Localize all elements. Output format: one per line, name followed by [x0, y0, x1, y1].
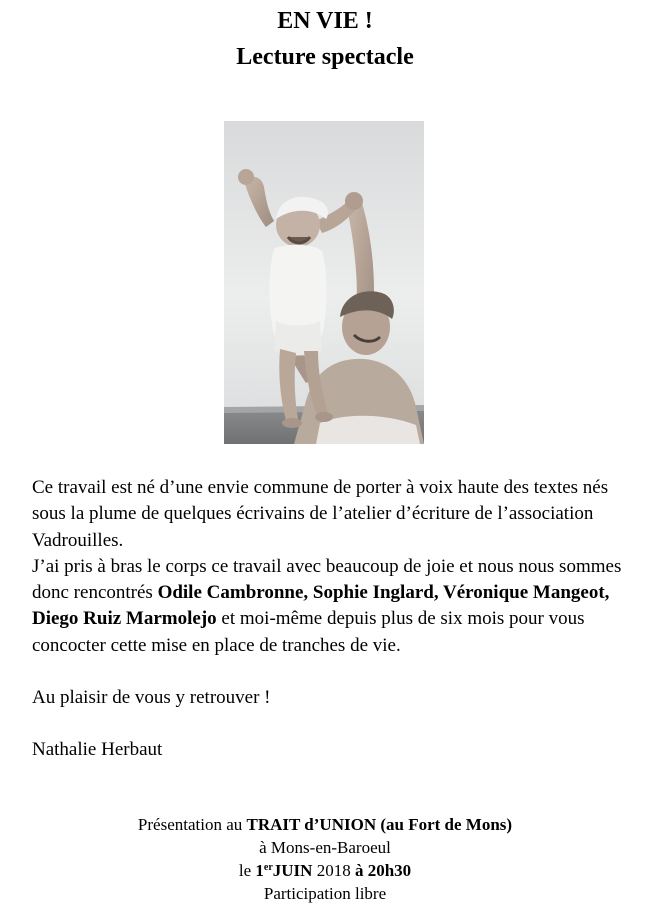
intro-paragraph: Ce travail est né d’une envie commune de porter à voix haute des textes nés sous la plume de quelques écrivains de l’atelier d’écriture de l’association Vadrouilles. — [32, 477, 609, 551]
date-year: 2018 — [312, 861, 355, 880]
closing-line: Au plaisir de vous y retrouver ! — [32, 687, 271, 709]
venue-name: TRAIT d’UNION (au Fort de Mons) — [246, 815, 513, 834]
event-details — [0, 813, 650, 905]
event-time: à 20h30 — [354, 861, 412, 880]
page-title: EN VIE ! — [277, 8, 373, 34]
page-subtitle: Lecture spectacle — [236, 44, 414, 70]
body-text — [32, 475, 632, 764]
spacer — [32, 711, 632, 737]
presentation-prefix: Présentation au — [137, 815, 247, 834]
date-prefix: le — [238, 861, 256, 880]
date-line — [0, 859, 650, 882]
signature: Nathalie Herbaut — [32, 739, 163, 761]
date-day: 1 — [255, 861, 264, 880]
date-month: JUIN — [272, 861, 313, 880]
spacer — [32, 659, 632, 685]
location-line: à Mons-en-Baroeul — [259, 838, 391, 857]
story-paragraph — [32, 554, 632, 659]
photo-illustration — [224, 121, 424, 444]
story-intro: J’ai pris à bras le corps ce travail avec beaucoup de joie et nous nous sommes donc rencontrés — [32, 555, 622, 604]
admission-line: Participation libre — [263, 884, 387, 903]
mother-and-baby-photo — [224, 121, 424, 444]
date-day-suffix: er — [263, 862, 273, 873]
presentation-line — [0, 813, 650, 836]
participant-names: Odile Cambronne, Sophie Inglard, Véronique Mangeot, Diego Ruiz Marmolejo — [32, 582, 610, 630]
story-outro: et moi-même depuis plus de six mois pour vous concocter cette mise en place de tranches de vie. — [32, 608, 585, 656]
